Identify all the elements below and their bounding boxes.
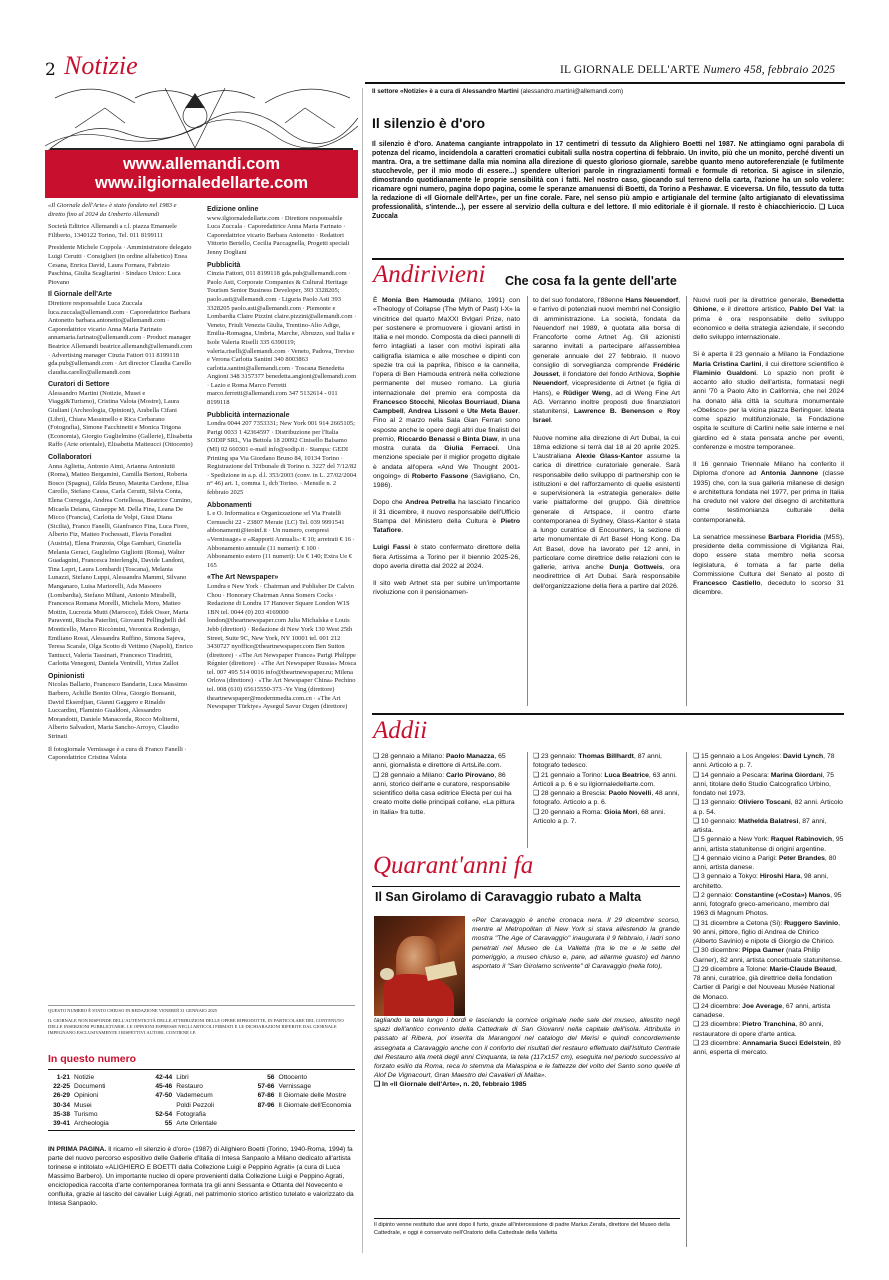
paragraph: ❑ 24 dicembre: Joe Average, 67 anni, artista canadese. <box>693 1002 831 1019</box>
contents-cell <box>252 1073 354 1082</box>
column-rule <box>527 296 528 706</box>
contents-label: Vernissage <box>278 1083 312 1091</box>
contents-label: Il Giornale dell'Economia <box>278 1101 352 1109</box>
contents-page: 87-96 <box>257 1101 275 1109</box>
painting-skull <box>380 968 394 980</box>
andirivieni-subtitle: Che cosa fa la gente dell'arte <box>505 274 677 288</box>
quarant-anni-body-bottom <box>374 1016 680 1090</box>
paragraph: ❑ 28 gennaio a Milano: Carlo Pirovano, 86 anni, storico dell'arte e curatore, responsabile scientifico della casa editrice Electa per cui ha creato molte delle principali collane, «La pittura in Italia» fra tutte. <box>373 771 515 816</box>
masthead-left <box>48 202 193 767</box>
contents-page: 1-21 <box>56 1074 70 1081</box>
contents-page: 57-66 <box>257 1083 275 1091</box>
editorial-title: Il silenzio è d'oro <box>372 115 486 131</box>
contents-label: Arte Orientale <box>176 1120 217 1128</box>
founded-note: «Il Giornale dell'Arte» è stato fondato nel 1983 e diretto fino al 2024 da Umberto Allemandi <box>48 202 177 218</box>
contents-cell <box>150 1110 252 1119</box>
contents-cell <box>48 1101 150 1110</box>
contents-label: Turismo <box>74 1110 98 1118</box>
quarant-anni-body-part1: «Per Caravaggio è anche cronaca nera. Il 29 dicembre scorso, mentre al Metropolitan di New York si stava allestendo la grande mostra "The Age of Caravaggio" inaugurata il 9 febbraio, i ladri sono penetrati nel Museo de La Valletta (tra le tre e le sette del pomeriggio, a museo chiuso e, pare, ad allarme guasto) ed hanno asportato il "San Girolamo scrivente" di Caravaggio (nella foto), <box>472 917 680 971</box>
contents-cell <box>48 1119 150 1128</box>
paragraph: ❑ 3 gennaio a Tokyo: Hiroshi Hara, 98 anni, architetto. <box>693 873 829 890</box>
closing-note: QUESTO NUMERO È STATO CHIUSO IN REDAZIONE VENERDÌ 31 GENNAIO 2025 <box>48 1008 218 1013</box>
tan-info: Londra e New York · Chairman and Publisher Dr Calvin Chou · Honorary Chairman Anna Somers Cocks · Redazione di Londra 17 Hanover Square London W1S 1BN tel. 0044 (0) 203 4169000 london@theartnewspaper.com Julia Michalska e Louis Jebb (direttori) · Redazione di New York 130 West 25th Street, Suite 9C, New York, NY 10001 tel. 001 212 3430727 nyoffice@theartnewspaper.com Ben Sutton (direttore) · «The Art Newspaper France» Parigi Philippe Régnier (direttore) · «The Art Newspaper Russia» Mosca tel. 007 495 514 0016 info@theartnewspaper.ru; Milena Orlova (direttore) · «The Art Newspaper China» Pechino tel. 008 (610) 65615550-373 -Ye Ying (direttore) theartnewspaper@modernmedia.com.cn · «The Art Newspaper Türkiye» Aysegul Savur Ozgen (direttore) <box>207 582 357 711</box>
paragraph: to del suo fondatore, l'88enne Hans Neuendorf, e l'arrivo di potenziali nuovi membri nel Consiglio di amministrazione. La società, fondata da Neuendorf nel 1989, è quotata alla borsa di Francoforte come Artnet Ag. Gli azionisti saranno invitati a partecipare all'assemblea generale annuale del 27 febbraio. Il nuovo consiglio di sorveglianza comprende Frédéric Jousset, il fondatore del fondo ArtNova, Sophie Neuendorf, vicepresidente di Artnet (e figlia di Hans), e Rüdiger Weng, ad di Weng Fine Art AG. Verranno inoltre proposti due finanziatori statunitensi, Lawrence B. Benenson e Roy Israel. <box>533 297 680 425</box>
top-rule <box>365 82 845 84</box>
quarant-anni-body-top <box>472 916 680 1016</box>
wing-shape <box>75 108 335 128</box>
contents-cell <box>48 1082 150 1091</box>
pub-heading: Pubblicità <box>207 261 241 269</box>
vernissage-credit: Il fotogiornale Vernissage è a cura di Franco Fanelli · Caporedattrice Cristina Valota <box>48 745 187 762</box>
curatori-heading: Curatori di Settore <box>48 381 110 389</box>
contents-page: 39-41 <box>53 1120 70 1128</box>
caption-rule <box>374 1218 680 1219</box>
contents-cell <box>48 1110 150 1119</box>
publication-line <box>560 64 835 76</box>
painting-robe <box>384 974 454 1016</box>
paragraph: La senatrice messinese Barbara Floridia (M5S), presidente della commissione di Vigilanza Rai, dopo essere stata membro nella scorsa legislatura, è tornata a far parte della Commissione Cultura del Senato al posto di Francesco Castiello, deceduto lo scorso 31 dicembre. <box>693 533 845 597</box>
caravaggio-painting-image <box>374 916 465 1016</box>
in-questo-numero-title: In questo numero <box>48 1053 137 1065</box>
paragraph: ❑ 31 dicembre a Cetona (Si): Ruggero Savinio, 90 anni, pittore, figlio di Andrea de Chirico (Alberto Savinio) e nipote di Giorgio de Chirico. <box>693 919 841 945</box>
contents-cell <box>252 1091 354 1100</box>
contents-label: Notizie <box>74 1074 95 1081</box>
paragraph: ❑ 2 gennaio: Constantine («Costa») Manos, 95 anni, fotografo greco-americano, membro dal 1963 di Magnum Photos. <box>693 891 842 918</box>
contents-page: 67-86 <box>257 1092 275 1100</box>
paragraph: Si è aperta il 23 gennaio a Milano la Fondazione Maria Cristina Carlini, il cui direttore scientifico è Flaminio Gualdoni. Lo spazio non profit è accanto allo studio dell'artista, formatasi negli anni '70 a Paolo Alto in California, che nel 2024 ha donato alla città la scultura monumentale «Obelisco» per la vicina piazza Berlinguer. Ideata come spazio multifunzionale, la Fondazione ospita le sculture di Carlini nelle sale interne e nel giardino ed è stata pensata anche per eventi, conferenze e mostre temporanee. <box>693 351 844 451</box>
paragraph: È Monia Ben Hamouda (Milano, 1991) con «Theology of Collapse (The Myth of Past) I-X» la vincitrice del quarto MaXXI Bvlgari Prize, nato per sostenere e promuovere i giovani artisti in Italia e nel mondo. Composta da dieci pannelli di ferro intagliati a laser con motivi ispirati alla calligrafia islamica e alle moschee e dipinti con spezie tra cui la paprika, l'ibisco e la cannella, l'opera di Ben Hamouda entrerà nella collezione permanente del museo romano. La giuria internazionale del premio era composta da Francesco Stocchi, Nicolas Bourriaud, Diana Campbell, Andrea Lissoni e Ute Meta Bauer. Fino al 2 marzo nella Sala Gian Ferrari sono esposte anche le opere degli altri due finalisti del premio, Riccardo Benassi e Binta Diaw, in una mostra curata da Giulia Ferracci. Una menzione speciale per il miglior progetto digitale è andata all'opera «And We Thought 2001-ongoing» di Roberto Fassone (Savigliano, Cn, 1986). <box>373 297 521 489</box>
column-rule <box>686 296 687 706</box>
online-heading: Edizione online <box>207 206 259 213</box>
section-rule <box>372 258 844 260</box>
column-rule <box>686 752 687 1247</box>
contents-cell <box>252 1110 354 1119</box>
contents-page <box>252 1110 278 1119</box>
paragraph: ❑ 30 dicembre: Pippa Gamer (nata Philip Garner), 82 anni, artista concettuale statunitense. <box>693 947 842 964</box>
contents-cell <box>150 1101 252 1110</box>
tan-heading: «The Art Newspaper» <box>207 574 279 582</box>
prima-pagina-note <box>48 1145 356 1208</box>
section-title: Notizie <box>64 51 138 80</box>
contents-cell <box>252 1101 354 1110</box>
andirivieni-col-1 <box>373 296 520 606</box>
column-divider <box>362 88 363 1253</box>
paragraph: ❑ 20 gennaio a Roma: Gioia Mori, 68 anni. Articolo a p. 7. <box>533 808 666 825</box>
disclaimer: IL GIORNALE NON RISPONDE DELL'AUTENTICITÀ DELLE ATTRIBUZIONI DELLE OPERE RIPRODOTTE, IN PARTICOLARE DEL CONTENUTO DELLE INSERZIONI PUBBLICITARIE. LE OPINIONI ESPRESSE NEGLI ARTICOLI FIRMATI E LE DICHIARAZIONI RIFERITE DAL GIORNALE IMPEGNANO ESCLUSIVAMENTE I RISPETTIVI AUTORI. CONTIENE I.P. <box>48 1018 344 1035</box>
andirivieni-col-3 <box>693 296 844 606</box>
paragraph: Luigi Fassi è stato confermato direttore della fiera Artissima a Torino per il biennio 2025-26, dopo averla diretta dal 2022 al 2024. <box>373 544 520 570</box>
contents-cell <box>252 1119 354 1128</box>
issue-label: Numero 458, febbraio 2025 <box>703 64 836 76</box>
paragraph: ❑ 13 gennaio: Oliviero Toscani, 82 anni. Articolo a p. 54. <box>693 799 843 816</box>
contents-label: Ottocento <box>278 1074 308 1081</box>
contents-page: 56 <box>267 1074 275 1081</box>
editorial-text: Il silenzio è d'oro. Anatema cangiante intrappolato in 17 centimetri di tessuto da Alighiero Boetti nel 1987. Ne attingiamo ogni parabola di potenza del ricamo, incidendola a caratteri cromatici cubitali sulla nostra copertina di febbraio. Un invito, più che un monito, perché diventi un mantra. Ora, a tre settimane dalla mia nomina alla direzione di questo glorioso giornale, sarebbe quanto meno autoreferenziale (e futilmente stucchevole, per il mio modo di essere...) spendere ulteriori parole in ringraziamenti formali e formule di retorica. Si agisce in silenzio, dimostrando quotidianamente le proprie sensibilità con i fatti. Nel nostro caso, giocando sul terreno della carta, l'azione ha un solo volere: ricamare ogni numero, pagina dopo pagina, come le speranze amanuensi di Boetti, da Torino a Peshawar. E viceversa. Un filo, tessuto da tutta la redazione di «Il Giornale dell'Arte», per un fine corale. Fare, nel senso più ampio e artigianale del termine (alto artigianato di elevatissima professionalità, s'intende...), per essere al servizio della cultura e del lettore. Il mio editoriale è il giornale. Il resto è chiacchiericcio. ❑ <box>372 141 844 211</box>
quarant-anni-title: Quarant'anni fa <box>373 852 534 879</box>
contents-label: Documenti <box>74 1083 106 1091</box>
contents-row <box>48 1073 355 1082</box>
paragraph: Il 16 gennaio Triennale Milano ha conferito il Diploma d'onore ad Antonia Jannone (classe 1935) che, con la sua galleria milanese di design e architettura fondata nel 1977, per prima in Italia ha creduto nel valore del disegno di architettura come testimonianza culturale della contemporaneità. <box>693 461 844 524</box>
prima-pagina-text: Il ricamo «Il silenzio è d'oro» (1987) di Alighiero Boetti (Torino, 1940-Roma, 1994) fa parte del nuovo percorso espositivo delle Gallerie d'Italia di Intesa Sanpaolo a Milano dedicato all'artista torinese e intitolato «ALIGHIERO E BOETTI dalla Collezione Luigi e Peppino Agrati» (a cura di Luca Massimo Barbero). Un importante nucleo di opere provenienti dalla Collezione Luigi e Peppino Agrati, enciclopedica raccolta d'arte contemporanea formata tra gli anni Sessanta e Ottanta del Novecento e confluita, grazie al lascito del cavalier Luigi Agrati, nel patrimonio storico artistico tutelato e valorizzato da Intesa Sanpaolo. <box>48 1146 354 1207</box>
andirivieni-title: Andirivieni <box>373 261 486 288</box>
legal-notes <box>48 1008 355 1040</box>
paragraph: Nuove nomine alla direzione di Art Dubai, la cui 18ma edizione si terrà dal 18 al 20 aprile 2025. L'australiana Alexie Glass-Kantor assume la carica di direttrice curatoriale generale. Sarà responsabile dello sviluppo di partnership con le istituzioni e del rafforzamento di quelle esistenti e supervisionerà la «strategia generale» delle varie piattaforme del gruppo. Già direttrice generale di Artspace, il centro d'arte contemporanea di Sydney, Glass-Kantor è stata a lungo curatrice di Encounters, la sezione di arte monumentale di Art Basel Hong Kong. Da Art Basel, dove ha lavorato per 12 anni, in particolare come direttrice delle relazioni con le gallerie, arriva anche Dunja Gottweis, ora neodirettrice di Art Dubai. Sarà responsabile dell'organizzazione della fiera a partire dal 2026. <box>533 434 680 590</box>
prima-pagina-lead: IN PRIMA PAGINA. <box>48 1146 107 1153</box>
editorial-author: Luca Zuccala <box>372 204 844 220</box>
page-number: 2 <box>45 60 56 80</box>
contents-label: Restauro <box>176 1083 203 1091</box>
paragraph: ❑ 28 gennaio a Brescia: Paolo Novelli, 48 anni, fotografo. Articolo a p. 6. <box>533 790 680 807</box>
gda-staff: Direttore responsabile Luca Zuccala luca.zuccala@allemandi.com · Caporedattrice Barbara Antonetto barbara.antonetto@allemandi.com · Caporedattrice vicario Anna Maria Farinato annamaria.farinato@allemandi.com · Product manager Beatrice Allemandi beatrice.allemandi@allemandi.com · Advertising manager Cinzia Fattori 011 8199118 gda.pub@allemandi.com · Art director Claudia Carello claudia.carello@allemandi.com <box>48 299 193 376</box>
contents-page: 47-50 <box>155 1092 173 1100</box>
contents-table <box>48 1069 355 1131</box>
contents-page: 35-38 <box>53 1110 70 1118</box>
quarant-anni-body-part2: tagliando la tela lungo i bordi e lasciando la cornice originale nelle sale del museo, allestito negli spazi dell'antico convento della Cattedrale di San Giovanni nella capitale dell'isola. Attribuita in passato al Ribera, poi inserita da Marangoni nel catalogo del Merisi e quindi concordemente assegnata a Caravaggio anche con il conforto dei risultati del restauro effettuato dall'Istituto Centrale del Restauro alla metà degli anni Cinquanta, la tela (117x157 cm), eseguita nel periodo successivo al forzato esilio da Roma, reca lo stemma da Malaspina e le fattezze del volto del Santo sono quelle di Alof De Vignacourt, Gran Maestro dei Cavalieri di Malta». <box>374 1017 680 1080</box>
paragraph: ❑ 23 gennaio: Thomas Billhardt, 87 anni, fotografo tedesco. <box>533 753 662 770</box>
contents-page: 42-44 <box>155 1074 173 1081</box>
paragraph: ❑ 5 gennaio a New York: Raquel Rabinovich, 95 anni, artista statunitense di origini argentine. <box>693 836 844 853</box>
paragraph: ❑ 14 gennaio a Pescara: Marina Giordani, 75 anni, titolare dello Studio Calcografico Urbino, fondato nel 1973. <box>693 771 834 797</box>
contents-label: Il Giornale delle Mostre <box>278 1092 347 1100</box>
contents-row <box>48 1110 355 1119</box>
pubint-contacts: Londra 0044 207 7353331; New York 001 914 2665105; Parigi 0033 1 42364597 · Distribuzione per l'Italia SODIP SRL, Via Bettola 18 20092 Cinisello Balsamo (MI) 02 660301 e-mail info@sodip.it · Stampa: GEDI Printing spa Via Giordano Bruno 84, 10134 Torino · Registrazione del Tribunale di Torino n. 3227 del 7/12/82 · Spedizione in a.p. d.l. 353/2003 (conv. in L. 27/02/2004 n° 46) art. 1, comma 1, dcb Torino. · Mensile n. 2 febbraio 2025 <box>207 420 357 496</box>
contents-label: Fotografia <box>176 1110 206 1118</box>
contents-label: Opinioni <box>74 1092 99 1100</box>
section-rule <box>372 886 680 887</box>
curator-prefix: Il settore «Notizie» è a cura di <box>372 88 463 95</box>
wave-line <box>45 120 358 148</box>
gda-heading: Il Giornale dell'Arte <box>48 291 112 299</box>
contents-row <box>48 1082 355 1091</box>
abb-heading: Abbonamenti <box>207 501 252 509</box>
contents-label: Libri <box>176 1074 189 1081</box>
contents-label: Musei <box>74 1101 92 1109</box>
masthead-right <box>207 202 357 716</box>
online-staff: www.ilgiornaledellarte.com · Direttore responsabile Luca Zuccala · Caporedattrice Anna Maria Farinato · Caporedattrice vicario Barbara Antonetto · Redattori Vittorio Bertello, Cecilia Paccagnella, Progetti speciali Jenny Dogliani <box>207 214 350 256</box>
abb-info: L e O. Informatica e Organizzazione srl Via Fratelli Cernuschi 22 - 23807 Merate (LC) Tel. 039 9991541 abbonamenti@ieoinf.it · Un numero, compresi «Vernissage» e «Rapporti Annuali»: € 10; arretrati € 16 · Abbonamento annuale (11 numeri): € 100 · Abbonamento estero (11 numeri): Ue € 140; Extra Ue € 165 <box>207 510 355 569</box>
paragraph: ❑ 28 gennaio a Milano: Paolo Manazza, 65 anni, giornalista e direttore di ArtsLife.com. <box>373 753 506 770</box>
contents-label: Poldi Pezzoli <box>176 1101 214 1109</box>
website-banner[interactable] <box>45 150 358 198</box>
contents-page: 52-54 <box>155 1110 173 1118</box>
contents-cell <box>252 1082 354 1091</box>
quarant-anni-headline: Il San Girolamo di Caravaggio rubato a Malta <box>375 890 642 904</box>
contents-row <box>48 1091 355 1100</box>
wave-line <box>45 112 358 153</box>
pub-contacts: Cinzia Fattori, 011 8199118 gda.pub@allemandi.com · Paolo Asti, Corporate Companies & Cultural Heritage Tourism Senior Business Developer, 393 3328205; paolo.asti@allemandi.com · Liguria Paolo Asti 393 3328205 paolo.asti@allemandi.com · Piemonte e Lombardia Claire Pizzini claire.pizzini@allemandi.com · Veneto, Friuli Venezia Giulia, Trentino-Alto Adige, Emilia-Romagna, Umbria, Marche, Abruzzo, sud Italia e Isole Valeria Riselli 335 6390119; valeria.riselli@allemandi.com · Veneto, Padova, Treviso e Verona Carlotta Santini 340 8003863 carlotta.santini@allemandi.com · Toscana Benedetta Angioni 348 3157377 benedetta.angioni@allemandi.com · Lazio e Roma Marco Ferretti marco.ferretti@allemandi.com 347 5132614 - 011 8199118 <box>207 270 357 407</box>
paragraph: ❑ 23 dicembre: Pietro Tranchina, 80 anni, restauratore di opere d'arte antica. <box>693 1021 824 1038</box>
contents-cell <box>48 1073 150 1082</box>
addii-col-3 <box>693 752 844 1057</box>
contents-cell <box>150 1082 252 1091</box>
woodcut-illustration <box>45 78 358 160</box>
contents-page <box>150 1101 176 1110</box>
opinionisti-heading: Opinionisti <box>48 672 85 680</box>
contents-label: Archeologia <box>74 1120 109 1128</box>
curator-email[interactable]: (alessandro.martini@allemandi.com) <box>520 88 624 95</box>
paragraph: ❑ 21 gennaio a Torino: Luca Beatrice, 63 anni. Articoli a p. 6 e su ilgiornaledellarte.com. <box>533 771 677 788</box>
contents-page <box>252 1119 278 1128</box>
paragraph: ❑ 23 dicembre: Annamaria Succi Edelstein, 89 anni, esperta di mercato. <box>693 1039 841 1056</box>
paragraph: Nuovi ruoli per la direttrice generale, Benedetta Ghione, e il direttore artistico, Pablo Del Val: la prima è ora responsabile dello sviluppo economico e della strategia aziendale, il secondo dello sviluppo internazionale. <box>693 297 844 341</box>
contents-label: Vademecum <box>176 1092 213 1100</box>
andirivieni-col-2 <box>533 296 680 599</box>
column-rule <box>527 752 528 848</box>
curator-name: Alessandro Martini <box>462 88 519 95</box>
pubint-heading: Pubblicità internazionale <box>207 411 290 419</box>
contents-page: 26-29 <box>53 1092 70 1100</box>
curatori-list: Alessandro Martini (Notizie, Musei e Viaggi&Turismo), Cristina Valota (Mostre), Laura Giuliani (Archeologia, Opinioni), Arabella Cifani (Libri), Chiara Massimello e Rica Cerbarano (Fotografia), Simone Facchinetti e Monica Trigona (Economia), Giorgio Guglielmino (Gallerie), Elisabetta Raffo (Arte orientale), Elisabetta Matteucci (Ottocento) <box>48 389 193 449</box>
painting-caption: Il dipinto venne restituito due anni dopo il furto, grazie all'intercessione di padre Marius Zerafa, direttore del Museo della Cattedrale, e oggi è conservato nell'Oratorio della Cattedrale della Valletta <box>374 1222 670 1236</box>
paragraph: ❑ 10 gennaio: Mathelda Balatresi, 87 anni, artista. <box>693 817 827 834</box>
contents-page: 30-34 <box>53 1101 70 1109</box>
contents-row <box>48 1119 355 1128</box>
contents-cell <box>150 1091 252 1100</box>
divider <box>48 1005 355 1006</box>
paragraph: Dopo che Andrea Petrella ha lasciato l'incarico il 31 dicembre, il nuovo responsabile dell'Ufficio Stampa del Ministero della Cultura è Pietro Tatafiore. <box>373 499 521 534</box>
addii-col-2 <box>533 752 680 826</box>
publication-name: IL GIORNALE DELL'ARTE <box>560 64 700 76</box>
swirl-shape <box>55 89 350 103</box>
contents-cell <box>48 1091 150 1100</box>
contents-cell <box>150 1119 252 1128</box>
opinionisti-list: Nicolas Ballario, Francesco Bandarin, Luca Massimo Barbero, Achille Bonito Oliva, Giorgio Bonsanti, David Ekserdjian, Gianni Gaggero e Rinaldo Luccardini, Flaminio Gualdoni, Alessandro Morandotti, Daniele Manacorda, Rocco Moliterni, Alberto Salvadori, Maria Sancho-Arroyo, Claudio Strinati <box>48 681 188 741</box>
company-info: Società Editrice Allemandi a r.l. piazza Emanuele Filiberto, 1340122 Torino, Tel. 011 8199111 <box>48 223 177 239</box>
website-allemandi[interactable]: www.allemandi.com <box>122 155 281 173</box>
contents-row <box>48 1101 355 1110</box>
addii-col-1 <box>373 752 520 817</box>
quarant-anni-source: ❑ In «Il Giornale dell'Arte», n. 20, febbraio 1985 <box>374 1081 527 1089</box>
section-rule <box>372 713 844 715</box>
curator-note <box>372 88 623 95</box>
website-ilgiornale[interactable]: www.ilgiornaledellarte.com <box>94 174 309 192</box>
board-roles: Presidente Michele Coppola · Amministratore delegato Luigi Cerutti · Consiglieri (in ordine alfabetico) Enea Cesana, Enrica David, Laura Fornara, Fabrizio Paschina, Giulia Scagliarini · Sindaco Unico: Luca Piovano <box>48 244 192 286</box>
contents-page: 45-46 <box>155 1083 173 1091</box>
paragraph: Il sito web Artnet sta per subire un'importante rivoluzione con il pensionamen- <box>373 580 520 597</box>
editorial-body <box>372 140 844 221</box>
contents-cell <box>150 1073 252 1082</box>
addii-title: Addii <box>373 717 428 744</box>
contents-page: 22-25 <box>53 1083 70 1091</box>
collab-list: Anna Aglietta, Antonio Aimi, Arianna Antoniutti (Roma), Matteo Bergamini, Camilla Bertoni, Roberta Bosco (Spagna), Gilda Bruno, Maurita Cardone, Elisa Carollo, Stefano Causa, Carla Cerutti, Silvia Conta, Elena Correggia, Andrea Cortellessa, Beatrice Cuminο, Micaela Deiana, Giuseppe M. Della Fina, Leana De Micco (Francia), Carlotta de Volpi, Giusi Diana (Sicilia), Franco Fanelli, Gianfranco Fina, Luca Fiore, Alberto Fiz, Matteo Fochessati, Flavia Foradini (Austria), Elena Franzoia, Olga Gambari, Graziella Melania Geraci, Guglielmo Gigliotti (Roma), Walter Guadagnini, Francesca Interlenghi, Davide Landoni, Tina Lepri, Laura Lombardi (Toscana), Melania Lunazzi, Stefano Luppi, Alessandra Mammi, Silvano Manganaro, Luisa Martorelli, Ada Masoero (Lombardia), Stefano Miliani, Antonio Mirabelli, Francesca Romana Morelli, Michela Moro, Matteo Mottin, Lucrezia Mutti (Marocco), Edek Osser, Marta Paraventi, Rischa Paterlini, Giovanni Pellinghelli del Monticello, Marco Riccòmini, Veronica Rodenigo, Emiliano Rossi, Alessandra Ruffino, Simona Sajeva, Teresa Scarale, Olga Scotto di Vettimo (Napoli), Enrico Tantucci, Valeria Tassinari, Francesco Tiradritti, Carlotta Venegoni, Daniela Ventrelli, Virtus Zallot <box>48 462 193 668</box>
collab-heading: Collaboratori <box>48 454 92 462</box>
paragraph: ❑ 15 gennaio a Los Angeles: David Lynch, 78 anni. Articolo a p. 7. <box>693 753 835 770</box>
paragraph: ❑ 4 gennaio vicino a Parigi: Peter Brandes, 80 anni, artista danese. <box>693 854 837 871</box>
paragraph: ❑ 29 dicembre a Tolone: Marie-Claude Beaud, 78 anni, curatrice, già direttrice della fondation Cartier di Parigi e del Nouveau Musée National de Monaco. <box>693 965 837 1001</box>
contents-page: 55 <box>164 1120 173 1128</box>
